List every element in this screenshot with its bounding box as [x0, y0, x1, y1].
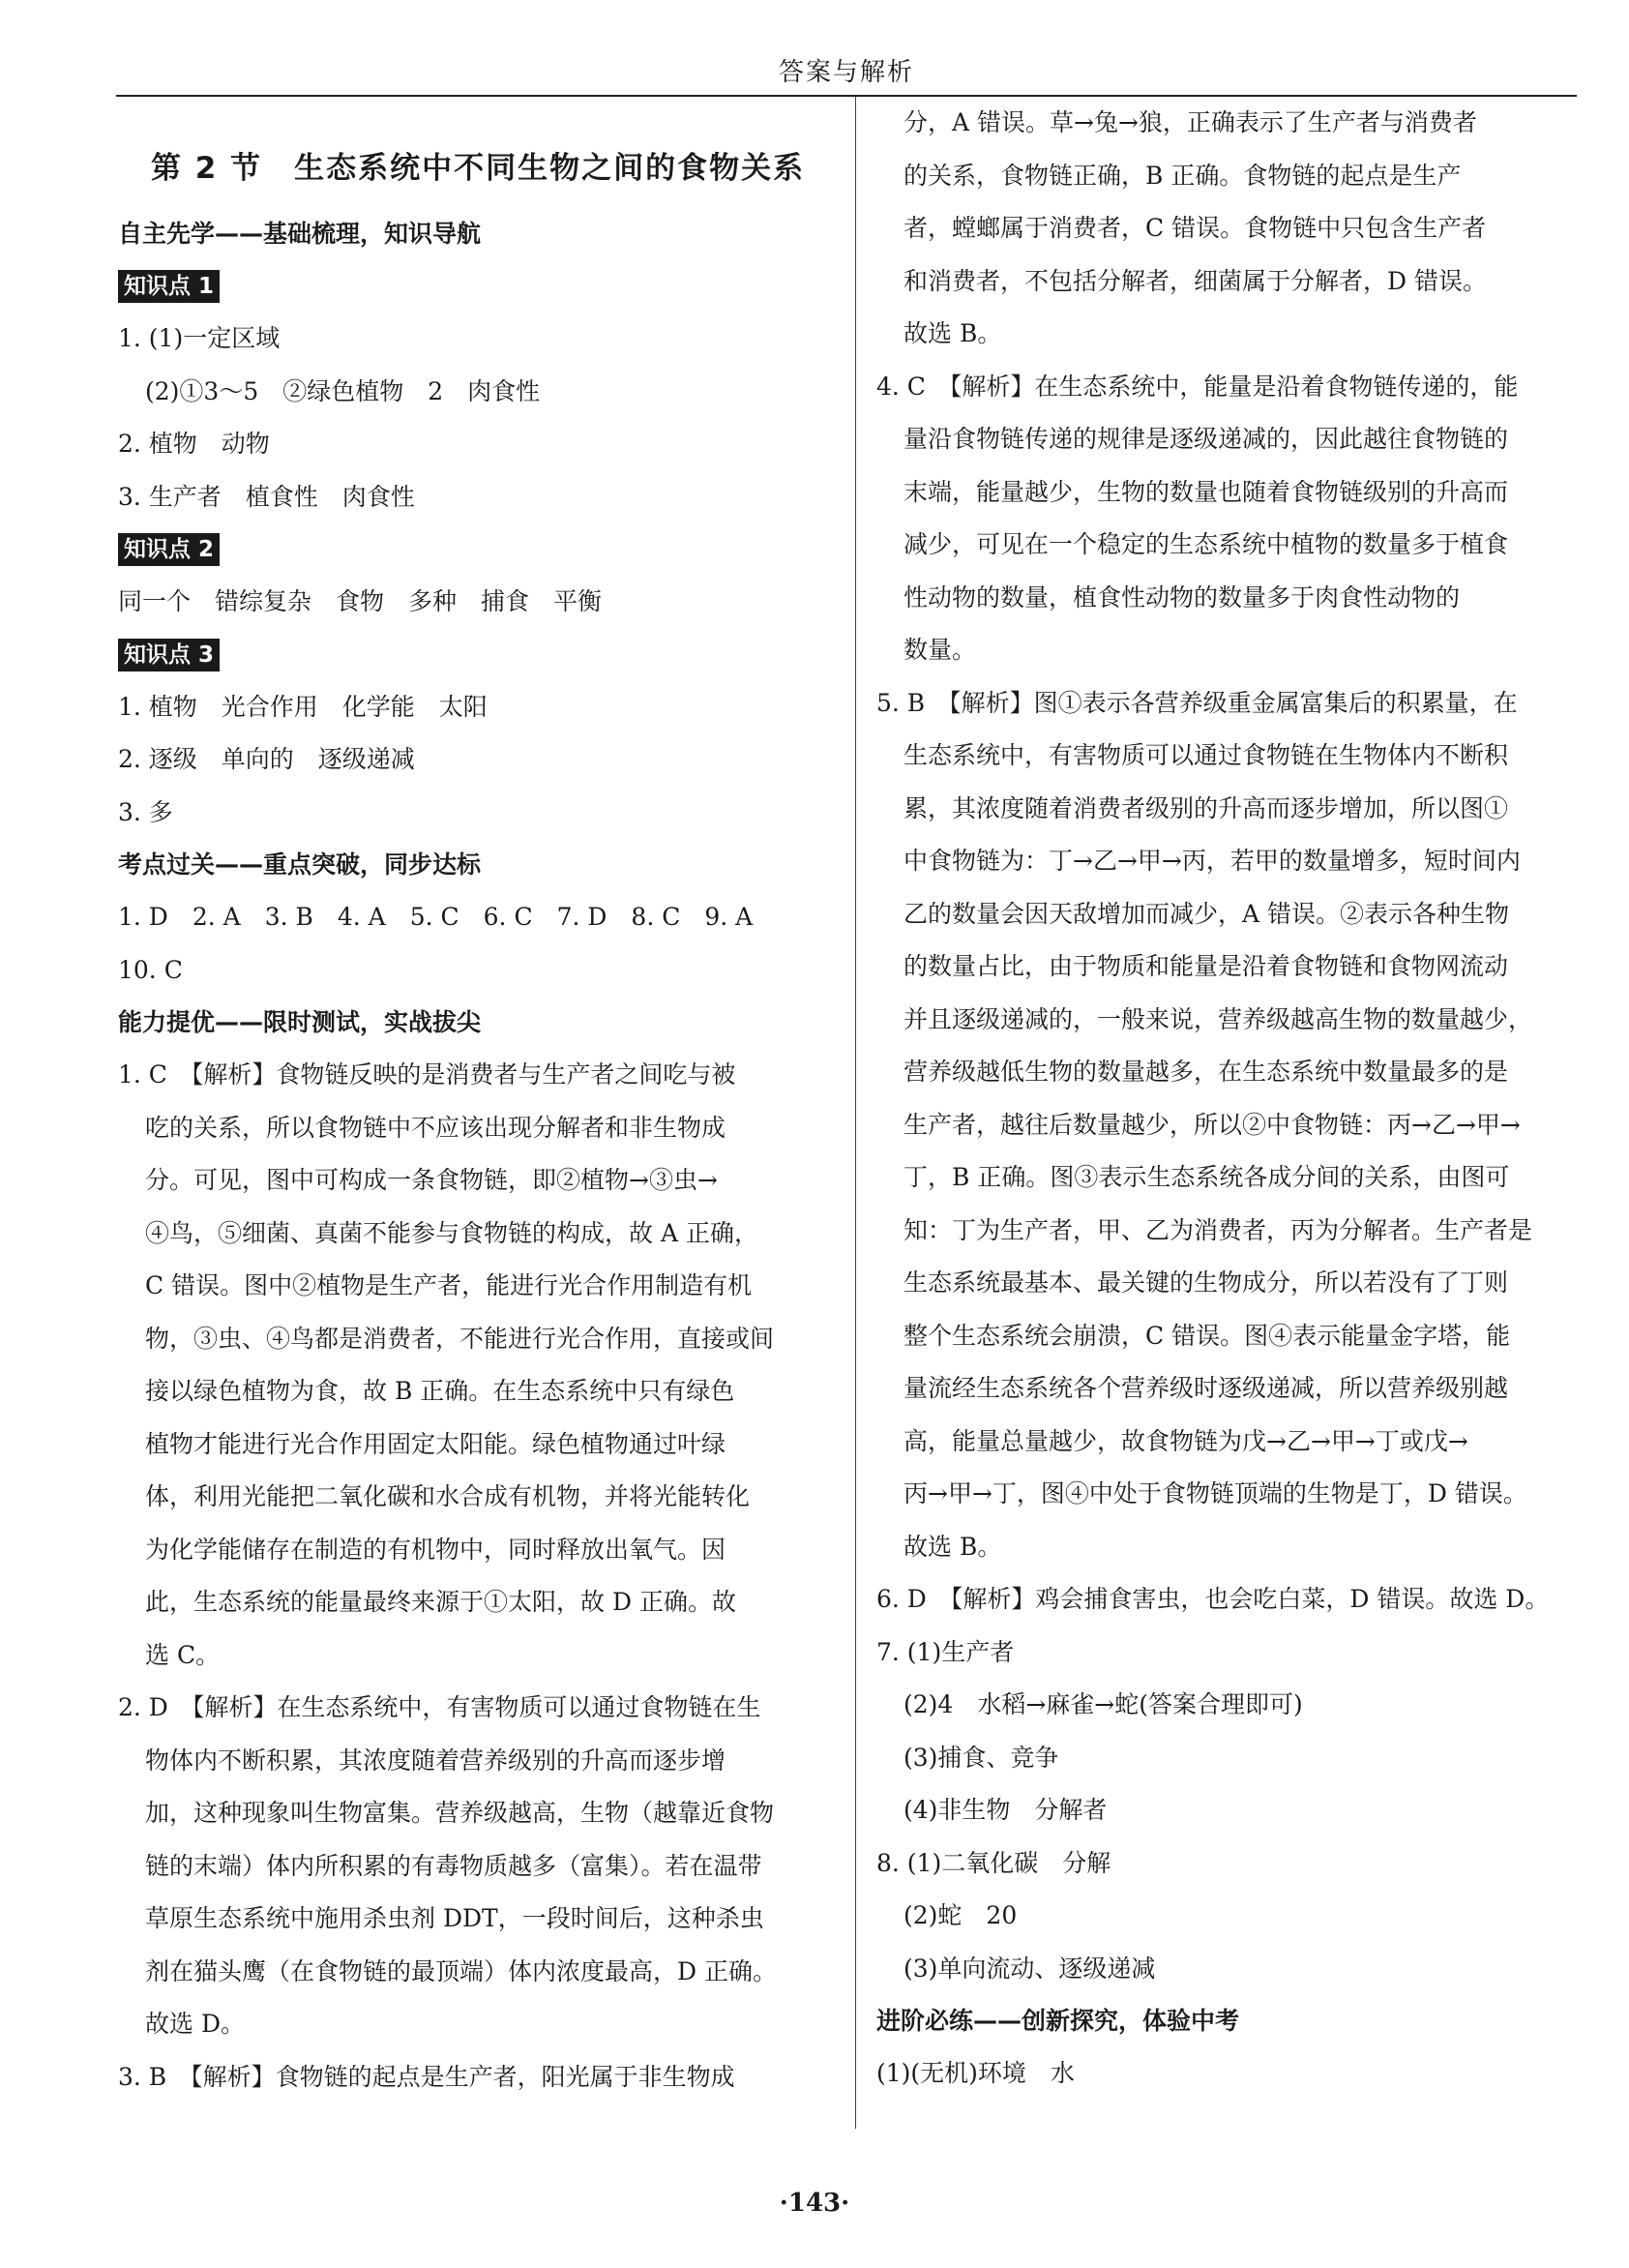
answer-5-line: 整个生态系统会崩溃，C 错误。图④表示能量金字塔，能 — [903, 1321, 1511, 1350]
checkpoint-answers-line-2: 10. C — [118, 955, 183, 984]
answer-5 — [876, 677, 1579, 1574]
answer-3-line: 故选 B。 — [903, 319, 1002, 347]
answer-2-line: 加，这种现象叫生物富集。营养级越高，生物（越靠近食物 — [145, 1799, 775, 1827]
answer-2-line: 剂在猫头鹰（在食物链的最顶端）体内浓度最高，D 正确。 — [145, 1956, 777, 1985]
answer-2 — [118, 1682, 834, 2051]
answer-7-line-1: 7. (1)生产者 — [876, 1637, 1015, 1666]
answer-3-line: 者，螳螂属于消费者，C 错误。食物链中只包含生产者 — [903, 214, 1487, 242]
kp1-line-2: (2)①3～5 ②绿色植物 2 肉食性 — [145, 376, 541, 405]
answer-5-line: 知：丁为生产者，甲、乙为消费者，丙为分解者。生产者是 — [903, 1215, 1533, 1244]
answer-4-line: 减少，可见在一个稳定的生态系统中植物的数量多于植食 — [903, 530, 1509, 558]
answer-5-line: 并且逐级递减的，一般来说，营养级越高生物的数量越少， — [903, 1004, 1533, 1033]
answer-5-line: 生产者，越往后数量越少，所以②中食物链：丙→乙→甲→ — [903, 1110, 1521, 1139]
answer-1-line: 接以绿色植物为食，故 B 正确。在生态系统中只有绿色 — [145, 1377, 735, 1405]
checkpoint-answers-line-1: 1. D 2. A 3. B 4. A 5. C 6. C 7. D 8. C 9. A — [118, 903, 754, 931]
answer-5-line: 生态系统中，有害物质可以通过食物链在生物体内不断积 — [903, 741, 1509, 769]
answer-7-line-3: (3)捕食、竞争 — [903, 1743, 1059, 1772]
answer-1-line: ④鸟，⑤细菌、真菌不能参与食物链的构成，故 A 正确， — [145, 1218, 758, 1247]
answer-5-line: 高，能量总量越少，故食物链为戊→乙→甲→丁或戊→ — [903, 1426, 1468, 1455]
answer-1-line: 分。可见，图中可构成一条食物链，即②植物→③虫→ — [145, 1166, 718, 1194]
answer-3-line: 的关系，食物链正确，B 正确。食物链的起点是生产 — [903, 161, 1462, 190]
kp3-line-3: 3. 多 — [118, 797, 173, 826]
answer-1-line: 为化学能储存在制造的有机物中，同时释放出氧气。因 — [145, 1535, 726, 1564]
subheading-checkpoint: 考点过关——重点突破，同步达标 — [118, 850, 482, 879]
answer-4-line: 4. C 【解析】在生态系统中，能量是沿着食物链传递的，能 — [876, 372, 1519, 401]
answer-5-line: 量流经生态系统各个营养级时逐级递减，所以营养级别越 — [903, 1374, 1509, 1402]
subheading-ability: 能力提优——限时测试，实战拔尖 — [118, 1008, 482, 1036]
answer-1 — [118, 1049, 834, 1682]
kp2-line-1: 同一个 错综复杂 食物 多种 捕食 平衡 — [118, 587, 603, 615]
kp3-line-1: 1. 植物 光合作用 化学能 太阳 — [118, 692, 488, 721]
answer-7-line-2: (2)4 水稻→麻雀→蛇(答案合理即可) — [903, 1690, 1303, 1718]
answer-5-line: 的数量占比，由于物质和能量是沿着食物链和食物网流动 — [903, 952, 1509, 980]
answer-2-line: 草原生态系统中施用杀虫剂 DDT，一段时间后，这种杀虫 — [145, 1904, 764, 1932]
answer-5-line: 生态系统最基本、最关键的生物成分，所以若没有了丁则 — [903, 1268, 1509, 1297]
answer-1-line: 此，生态系统的能量最终来源于①太阳，故 D 正确。故 — [145, 1588, 736, 1616]
knowledge-point-3-badge: 知识点 3 — [118, 639, 220, 671]
answer-5-line: 故选 B。 — [903, 1532, 1002, 1561]
answer-1-line: 植物才能进行光合作用固定太阳能。绿色植物通过叶绿 — [145, 1429, 726, 1458]
answer-8-line-3: (3)单向流动、逐级递减 — [903, 1954, 1156, 1983]
answer-5-line: 营养级越低生物的数量越多，在生态系统中数量最多的是 — [903, 1058, 1509, 1086]
answer-4-line: 数量。 — [903, 636, 977, 664]
answer-1-line: C 错误。图中②植物是生产者，能进行光合作用制造有机 — [145, 1271, 753, 1299]
kp1-line-3: 2. 植物 动物 — [118, 430, 270, 458]
answer-5-line: 累，其浓度随着消费者级别的升高而逐步增加，所以图① — [903, 793, 1509, 822]
kp1-line-4: 3. 生产者 植食性 肉食性 — [118, 482, 415, 511]
answer-2-line: 链的末端）体内所积累的有毒物质越多（富集）。若在温带 — [145, 1851, 762, 1880]
answer-3-line: 和消费者，不包括分解者，细菌属于分解者，D 错误。 — [903, 266, 1487, 295]
answer-8-line-2: (2)蛇 20 — [903, 1901, 1018, 1929]
knowledge-point-1-badge: 知识点 1 — [118, 270, 220, 303]
answer-4-line: 性动物的数量，植食性动物的数量多于肉食性动物的 — [903, 582, 1461, 612]
answer-2-line: 故选 D。 — [145, 2010, 245, 2038]
right-column — [876, 97, 1579, 2101]
answer-5-line: 丙→甲→丁，图④中处于食物链顶端的生物是丁，D 错误。 — [903, 1479, 1527, 1507]
subheading-advanced: 进阶必练——创新探究，体验中考 — [876, 2007, 1240, 2035]
answer-1-line: 选 C。 — [145, 1640, 221, 1669]
answer-3-line: 3. B 【解析】食物链的起点是生产者，阳光属于非生物成 — [118, 2062, 735, 2091]
section-title: 第 2 节 生态系统中不同生物之间的食物关系 — [151, 151, 806, 186]
answer-4-line: 末端，能量越少，生物的数量也随着食物链级别的升高而 — [903, 477, 1509, 506]
answer-3-line: 分，A 错误。草→兔→狼，正确表示了生产者与消费者 — [903, 108, 1477, 136]
column-divider — [855, 97, 856, 2129]
page-number: ·143· — [779, 2189, 850, 2218]
answer-2-line: 物体内不断积累，其浓度随着营养级别的升高而逐步增 — [145, 1746, 726, 1775]
answer-3-continued — [876, 97, 1579, 361]
kp1-line-1: 1. (1)一定区域 — [118, 324, 281, 352]
left-column — [118, 97, 834, 2104]
answer-1-line: 物，③虫、④鸟都是消费者，不能进行光合作用，直接或间 — [145, 1324, 775, 1353]
answer-7-line-4: (4)非生物 分解者 — [903, 1796, 1108, 1824]
answer-1-line: 体，利用光能把二氧化碳和水合成有机物，并将光能转化 — [145, 1482, 751, 1510]
answer-4-line: 量沿食物链传递的规律是逐级递减的，因此越往食物链的 — [903, 425, 1509, 453]
kp3-line-2: 2. 逐级 单向的 逐级递减 — [118, 745, 415, 773]
subheading-self-study: 自主先学——基础梳理，知识导航 — [118, 220, 482, 248]
answer-1-line: 1. C 【解析】食物链反映的是消费者与生产者之间吃与被 — [118, 1060, 736, 1089]
knowledge-point-2-badge: 知识点 2 — [118, 533, 220, 566]
answer-8-line-1: 8. (1)二氧化碳 分解 — [876, 1848, 1111, 1877]
answer-5-line: 乙的数量会因天敌增加而减少，A 错误。②表示各种生物 — [903, 899, 1510, 928]
answer-2-line: 2. D 【解析】在生态系统中，有害物质可以通过食物链在生 — [118, 1693, 761, 1721]
answer-6: 6. D 【解析】鸡会捕食害虫，也会吃白菜，D 错误。故选 D。 — [876, 1585, 1550, 1613]
answer-5-line: 丁，B 正确。图③表示生态系统各成分间的关系，由图可 — [903, 1163, 1510, 1191]
running-header: 答案与解析 — [778, 58, 914, 87]
answer-3 — [118, 2051, 834, 2104]
advanced-answer-line-1: (1)(无机)环境 水 — [876, 2059, 1075, 2087]
answer-4 — [876, 361, 1579, 677]
answer-1-line: 吃的关系，所以食物链中不应该出现分解者和非生物成 — [145, 1113, 726, 1142]
answer-5-line: 中食物链为：丁→乙→甲→丙，若甲的数量增多，短时间内 — [903, 847, 1521, 875]
answer-5-line: 5. B 【解析】图①表示各营养级重金属富集后的积累量，在 — [876, 688, 1518, 717]
